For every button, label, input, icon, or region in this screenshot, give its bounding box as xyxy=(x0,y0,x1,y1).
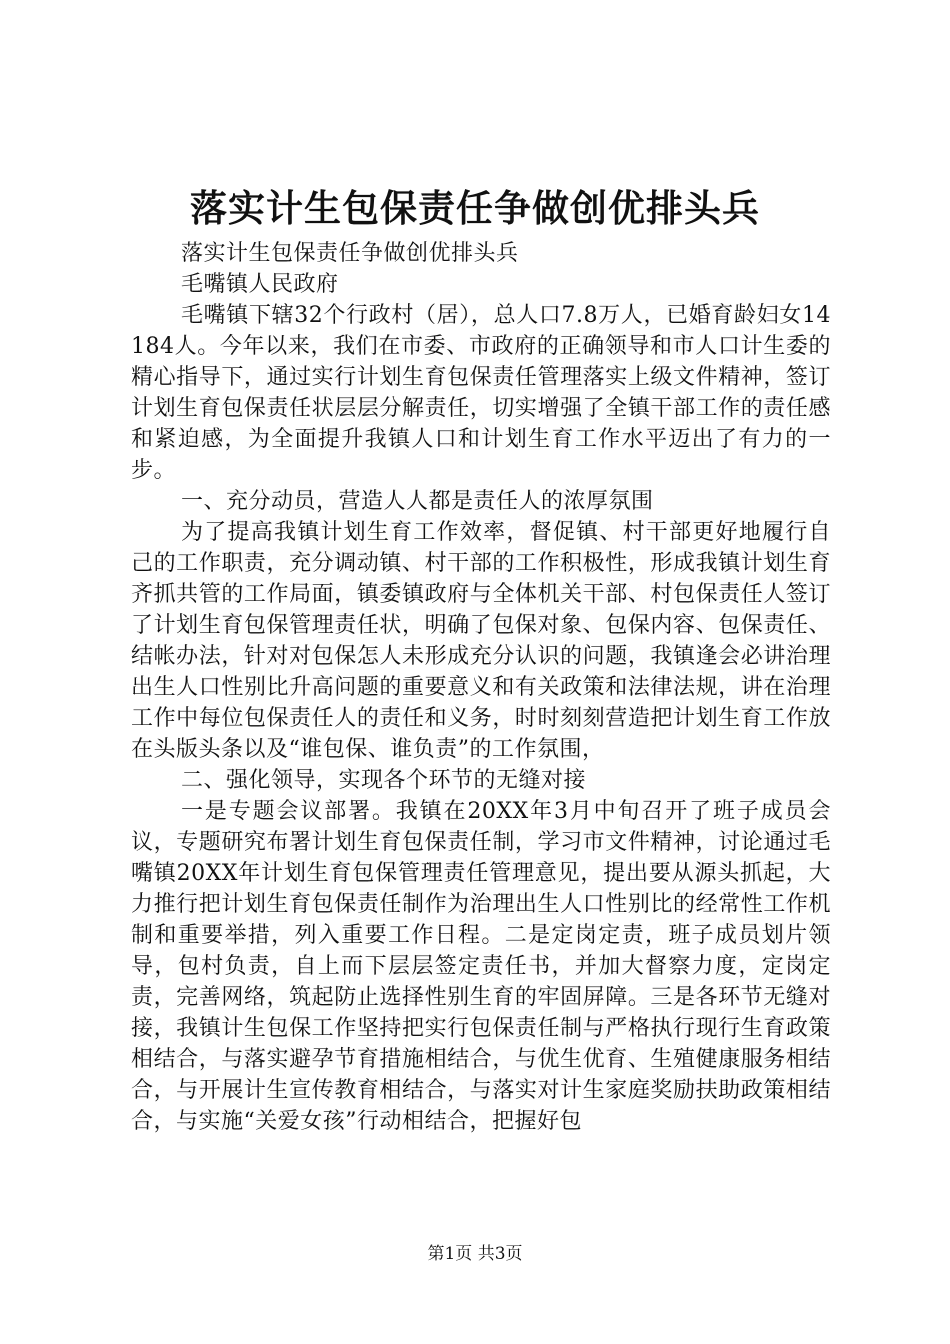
subtitle-paragraph: 落实计生包保责任争做创优排头兵 xyxy=(181,241,519,266)
section-heading-2: 二、强化领导，实现各个环节的无缝对接 xyxy=(181,768,587,793)
intro-paragraph: 毛嘴镇下辖32个行政村（居），总人口7.8万人，已婚育龄妇女14184人。今年以来，我们在市委、市政府的正确领导和市人口计生委的精心指导下，通过实行计划生育包保责任管理落实上级文件精神，签订计划生育包保责任状层层分解责任，切实增强了全镇干部工作的责任感和紧迫感，为全面提升我镇人口和计划生育工作水平迈出了有力的一步。 xyxy=(131,303,831,483)
section-paragraph-2: 一是专题会议部署。我镇在20XX年3月中旬召开了班子成员会议，专题研究布署计划生育包保责任制，学习市文件精神，讨论通过毛嘴镇20XX年计划生育包保管理责任管理意见，提出要从源头抓起，大力推行把计划生育包保责任制作为治理出生人口性别比的经常性工作机制和重要举措，列入重要工作日程。二是定岗定责，班子成员划片领导，包村负责，自上而下层层签定责任书，并加大督察力度，定岗定责，完善网络，筑起防止选择性别生育的牢固屏障。三是各环节无缝对接，我镇计生包保工作坚持把实行包保责任制与严格执行现行生育政策相结合，与落实避孕节育措施相结合，与优生优育、生殖健康服务相结合，与开展计生宣传教育相结合，与落实对计生家庭奖励扶助政策相结合，与实施“关爱女孩”行动相结合，把握好包 xyxy=(131,799,831,1134)
document-title: 落实计生包保责任争做创优排头兵 xyxy=(190,186,760,230)
document-body xyxy=(131,238,831,1137)
author-paragraph: 毛嘴镇人民政府 xyxy=(181,272,339,297)
section-heading-1: 一、充分动员，营造人人都是责任人的浓厚氛围 xyxy=(181,489,654,514)
page-number-footer: 第1页 共3页 xyxy=(427,1244,523,1264)
section-paragraph-1: 为了提高我镇计划生育工作效率，督促镇、村干部更好地履行自己的工作职责，充分调动镇、村干部的工作积极性，形成我镇计划生育齐抓共管的工作局面，镇委镇政府与全体机关干部、村包保责任人签订了计划生育包保管理责任状，明确了包保对象、包保内容、包保责任、结帐办法，针对对包保怎人未形成充分认识的问题，我镇逢会必讲治理出生人口性别比升高问题的重要意义和有关政策和法律法规，讲在治理工作中每位包保责任人的责任和义务，时时刻刻营造把计划生育工作放在头版头条以及“谁包保、谁负责”的工作氛围， xyxy=(131,520,831,762)
